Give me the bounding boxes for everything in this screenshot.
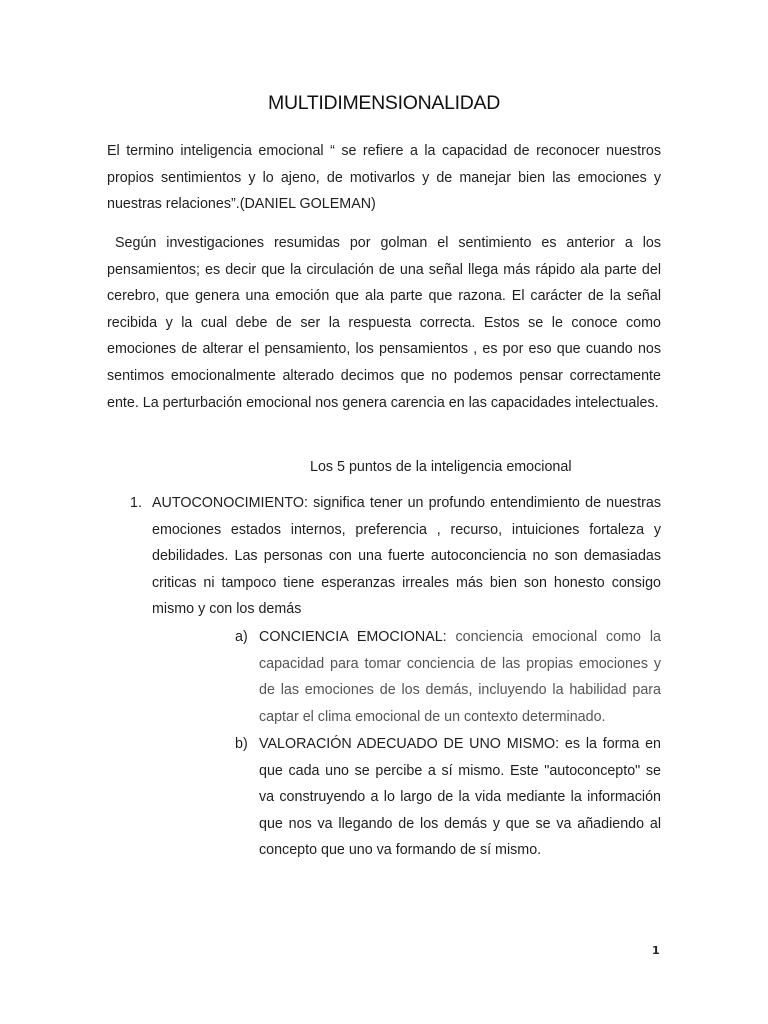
list-item-text: AUTOCONOCIMIENTO: significa tener un profundo entendimiento de nuestras emociones estados internos, preferencia , recurso, intuiciones fortaleza y debilidades. Las personas con una fuerte autoconciencia no son demasiadas criticas ni tampoco tiene esperanzas irreales más bien son honesto consigo mismo y con los demás [152, 495, 661, 618]
page-number: 1 [652, 944, 660, 957]
sublist-item-letter: b) [235, 736, 248, 752]
sublist-item-text: VALORACIÓN ADECUADO DE UNO MISMO: es la forma en que cada uno se percibe a sí mismo. Este "autoconcepto" se va construyendo a lo largo de la vida mediante la información que nos va llegando de los demás y que se va añadiendo al concepto que uno va formando de sí mismo. [259, 736, 661, 859]
research-paragraph: Según investigaciones resumidas por golman el sentimiento es anterior a los pensamientos; es decir que la circulación de una señal llega más rápido ala parte del cerebro, que genera una emoción que ala parte que razona. El carácter de la señal recibida y la cual debe de ser la respuesta correcta. Estos se le conoce como emociones de alterar el pensamiento, los pensamientos , es por eso que cuando nos sentimos emocionalmente alterado decimos que no podemos pensar correctamente ente. La perturbación emocional nos genera carencia en las capacidades intelectuales. [107, 235, 661, 411]
sublist-item-text [259, 624, 661, 730]
intro-paragraph: El termino inteligencia emocional “ se refiere a la capacidad de reconocer nuestros propios sentimientos y lo ajeno, de motivarlos y de manejar bien las emociones y nuestras relaciones”.(DANIEL GOLEMAN) [107, 143, 661, 213]
list-item-number: 1. [130, 495, 142, 511]
sublist-item-heading: CONCIENCIA EMOCIONAL: [259, 629, 456, 645]
section-subtitle: Los 5 puntos de la inteligencia emocional [310, 459, 572, 475]
sublist-item-letter: a) [235, 629, 248, 645]
document-title: MULTIDIMENSIONALIDAD [268, 92, 500, 114]
sublist-item-description: conciencia emocional como la capacidad para tomar conciencia de las propias emociones y de las emociones de los demás, incluyendo la habilidad para captar el clima emocional de un contexto determinado. [259, 629, 661, 725]
